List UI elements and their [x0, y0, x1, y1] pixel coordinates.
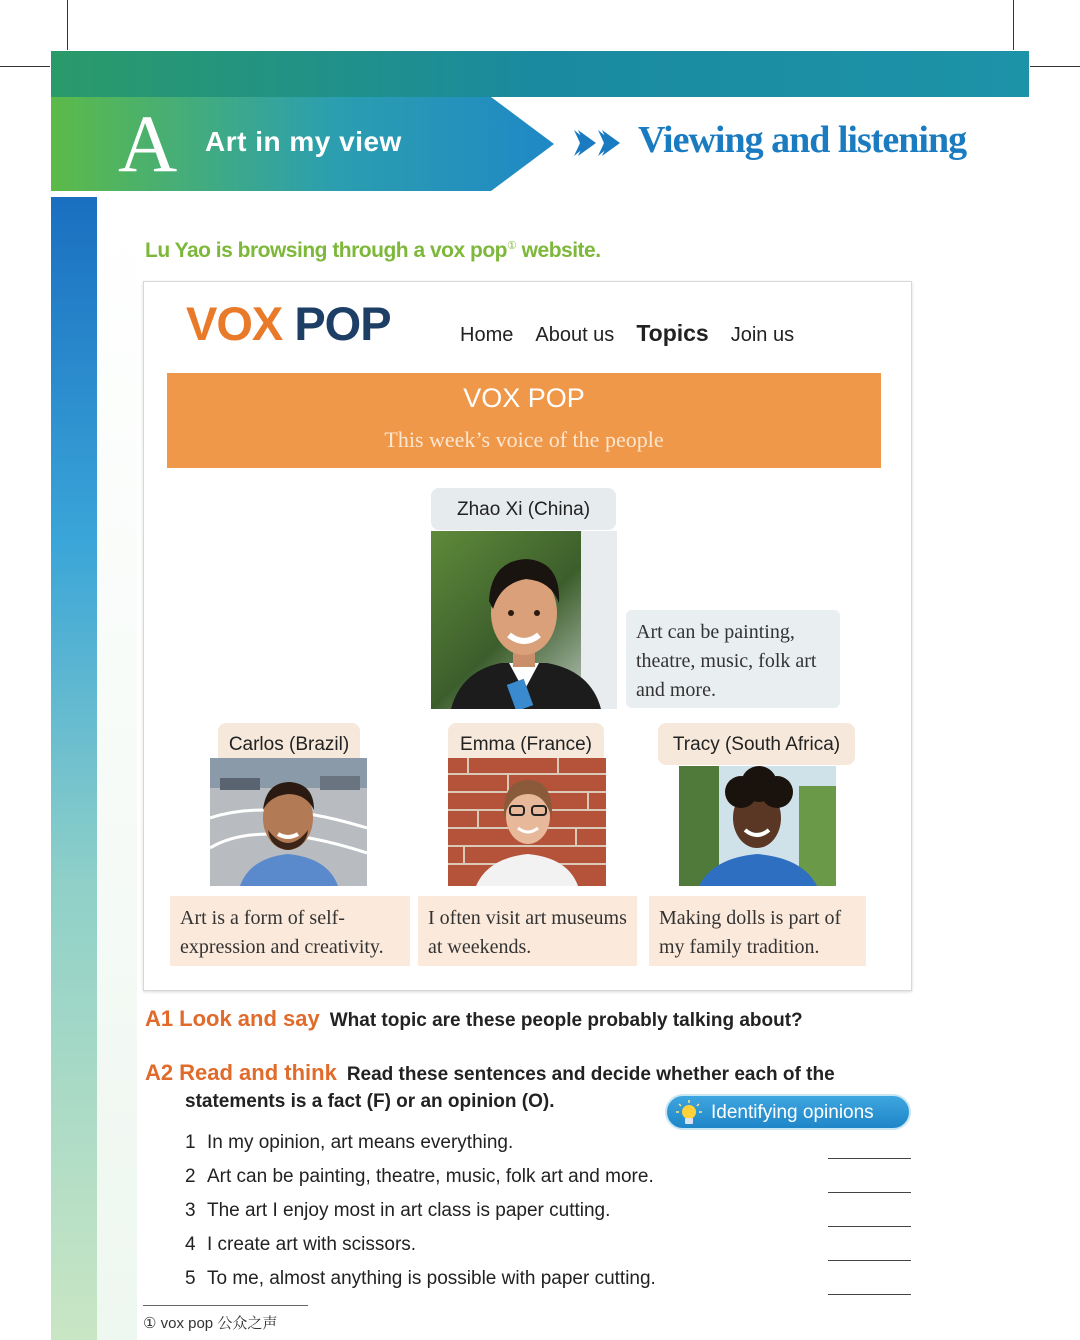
- answer-blank[interactable]: [828, 1294, 911, 1295]
- task-instruction: Read these sentences and decide whether each of the: [346, 1064, 835, 1085]
- unit-title: Art in my view: [205, 126, 402, 157]
- person-name-tag: Emma (France): [448, 723, 604, 765]
- portrait-photo-emma: [448, 758, 606, 886]
- statement-item: [185, 1234, 416, 1256]
- nav-topics[interactable]: Topics: [636, 320, 709, 346]
- portrait-photo-tracy: [679, 766, 836, 886]
- statement-item: [185, 1132, 513, 1154]
- statement-text: To me, almost anything is possible with paper cutting.: [207, 1268, 656, 1289]
- intro-text-start: Lu Yao is browsing through a vox pop: [145, 239, 507, 262]
- nav-join-us[interactable]: Join us: [730, 324, 795, 346]
- double-chevron-icon: [574, 127, 626, 159]
- footnote: ① vox pop 公众之声: [143, 1315, 278, 1332]
- skill-badge: [665, 1094, 911, 1130]
- crop-mark: [67, 0, 68, 50]
- task-question: What topic are these people probably talking about?: [329, 1010, 803, 1031]
- footnote-rule: [143, 1305, 308, 1306]
- site-logo[interactable]: [186, 296, 391, 351]
- statement-text: I create art with scissors.: [207, 1234, 417, 1255]
- answer-blank[interactable]: [828, 1192, 911, 1193]
- task-heading: Look and say: [179, 1006, 320, 1031]
- nav-home[interactable]: Home: [460, 324, 514, 346]
- task-a1: [145, 1006, 803, 1032]
- statement-item: [185, 1166, 654, 1188]
- banner-title: VOX POP: [463, 383, 585, 413]
- statement-number: 1: [185, 1132, 196, 1153]
- section-letter: A: [118, 98, 178, 189]
- portrait-photo-zhao-xi: [431, 531, 617, 709]
- crop-mark: [1030, 66, 1080, 67]
- statement-number: 4: [185, 1234, 196, 1255]
- top-color-band: [51, 51, 1029, 97]
- logo-pop: POP: [294, 297, 391, 350]
- answer-blank[interactable]: [828, 1158, 911, 1159]
- logo-vox: VOX: [186, 297, 283, 350]
- nav-about-us[interactable]: About us: [535, 324, 615, 346]
- statement-number: 3: [185, 1200, 196, 1221]
- task-number: A2: [145, 1060, 174, 1085]
- statement-item: [185, 1268, 656, 1290]
- footnote-marker: ①: [506, 240, 517, 252]
- crop-mark: [0, 66, 50, 67]
- intro-text-end: website.: [516, 239, 601, 262]
- banner-subtitle: This week’s voice of the people: [384, 427, 664, 452]
- statement-number: 2: [185, 1166, 196, 1187]
- left-color-bar: [51, 197, 97, 1340]
- person-quote: Making dolls is part of my family tradition.: [649, 896, 866, 966]
- site-banner: [167, 373, 881, 468]
- statement-text: Art can be painting, theatre, music, folk art and more.: [207, 1166, 654, 1187]
- left-margin-tint: [97, 197, 137, 1340]
- portrait-photo-carlos: [210, 758, 367, 886]
- person-quote: Art is a form of self-expression and creativity.: [170, 896, 410, 966]
- statement-text: The art I enjoy most in art class is paper cutting.: [207, 1200, 611, 1221]
- site-nav: [460, 320, 794, 347]
- statement-text: In my opinion, art means everything.: [207, 1132, 514, 1153]
- task-instruction-continued: statements is a fact (F) or an opinion (O).: [185, 1091, 555, 1112]
- statement-item: [185, 1200, 610, 1222]
- lightbulb-icon: [675, 1099, 703, 1127]
- statement-number: 5: [185, 1268, 196, 1289]
- person-name-tag: Tracy (South Africa): [658, 723, 855, 765]
- answer-blank[interactable]: [828, 1260, 911, 1261]
- person-name-tag: Zhao Xi (China): [431, 488, 616, 530]
- person-quote: Art can be painting, theatre, music, folk art and more.: [626, 610, 840, 708]
- intro-text: [145, 239, 601, 263]
- task-a2: [145, 1060, 835, 1086]
- crop-mark: [1013, 0, 1014, 50]
- skill-badge-label: Identifying opinions: [711, 1102, 874, 1123]
- section-title: Viewing and listening: [638, 119, 967, 161]
- task-heading: Read and think: [179, 1060, 337, 1085]
- task-number: A1: [145, 1006, 174, 1031]
- answer-blank[interactable]: [828, 1226, 911, 1227]
- person-quote: I often visit art museums at weekends.: [418, 896, 637, 966]
- person-name-tag: Carlos (Brazil): [218, 723, 360, 765]
